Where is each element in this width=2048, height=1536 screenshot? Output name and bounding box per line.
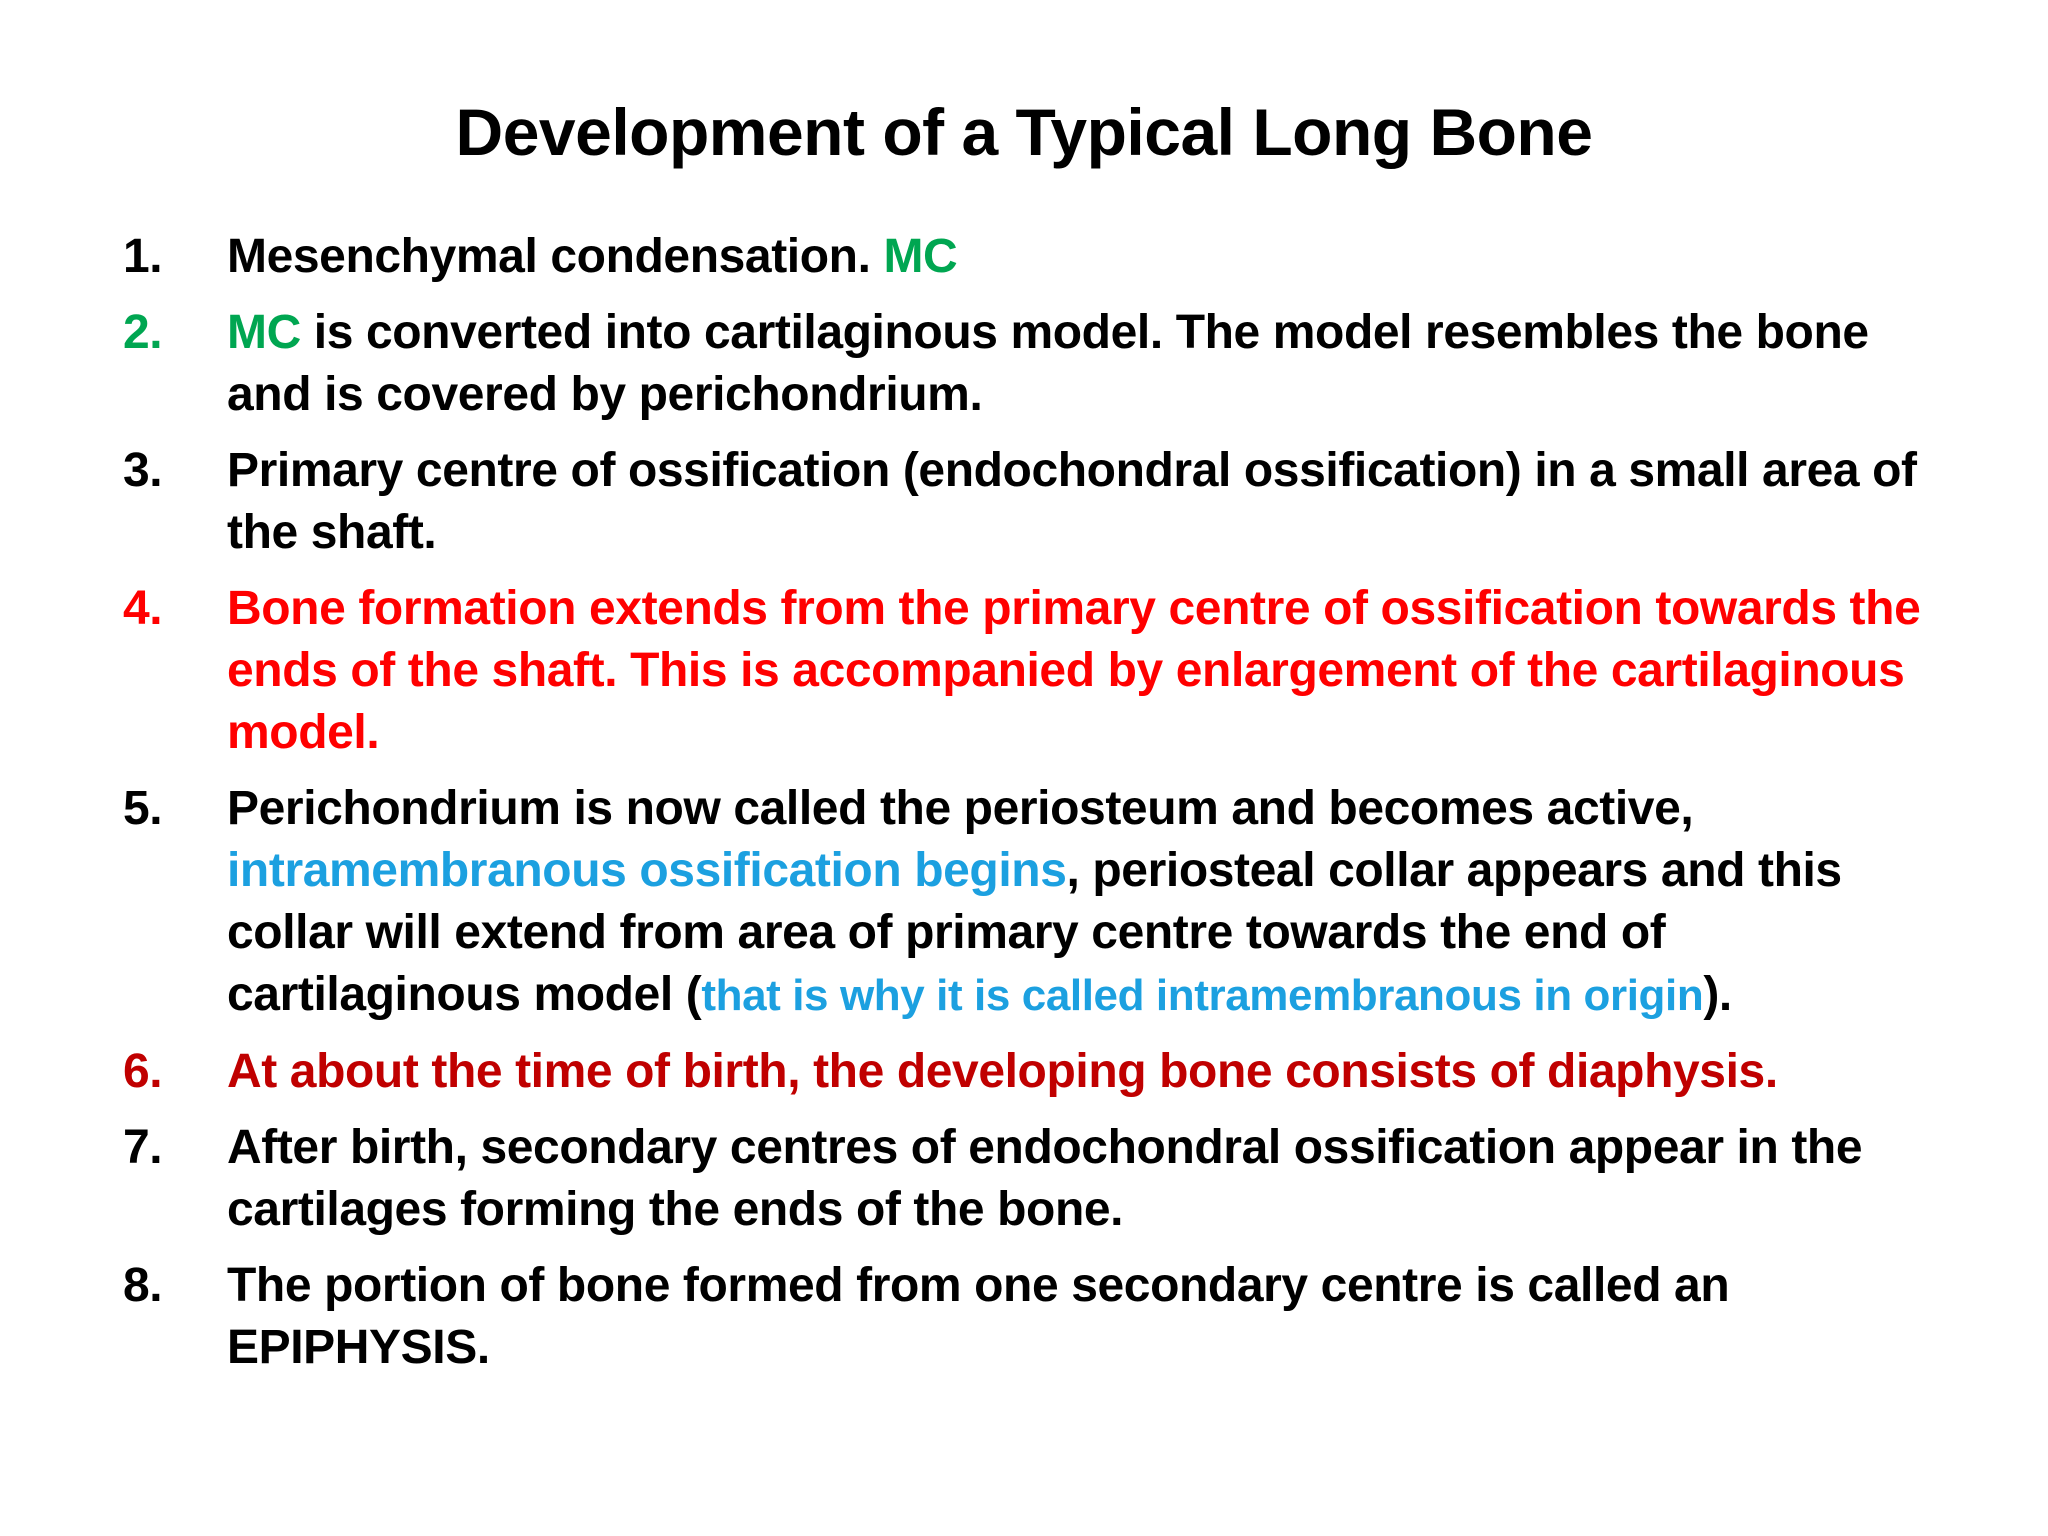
item-text <box>227 778 1953 1027</box>
numbered-list <box>123 226 1953 1379</box>
item-number: 6. <box>123 1045 163 1098</box>
item-text-part-b: , periosteal collar appears and this collar will extend from area of primary centre towards the end of cartilaginous model ( <box>227 844 1842 1021</box>
mc-tag: MC <box>883 230 958 283</box>
item-text-main: Mesenchymal condensation. <box>227 230 884 283</box>
item-text <box>227 302 1953 426</box>
list-item-1 <box>123 226 1953 288</box>
item-text: At about the time of birth, the developing bone consists of diaphysis. <box>227 1045 1778 1098</box>
item-text: After birth, secondary centres of endochondral ossification appear in the cartilages forming the ends of the bone. <box>227 1121 1863 1236</box>
item-number: 1. <box>123 230 163 283</box>
item-number: 7. <box>123 1121 163 1174</box>
list-item-2 <box>123 302 1953 426</box>
item-number: 2. <box>123 306 163 359</box>
item-text: Bone formation extends from the primary centre of ossification towards the ends of the shaft. This is accompanied by enlargement of the cartilaginous model. <box>227 582 1921 759</box>
list-item-4 <box>123 578 1953 764</box>
highlight-intramembranous: intramembranous ossification begins <box>227 844 1067 897</box>
item-number: 5. <box>123 782 163 835</box>
item-text-part-c: ). <box>1703 968 1732 1021</box>
slide-title: Development of a Typical Long Bone <box>455 95 1593 169</box>
item-number: 3. <box>123 444 163 497</box>
list-item-7 <box>123 1117 1953 1241</box>
list-item-6 <box>123 1041 1953 1103</box>
list-item-5 <box>123 778 1953 1027</box>
item-number: 4. <box>123 582 163 635</box>
item-text: The portion of bone formed from one secondary centre is called an EPIPHYSIS. <box>227 1259 1730 1374</box>
highlight-origin-note: that is why it is called intramembranous in origin <box>701 971 1704 1020</box>
item-text-main: is converted into cartilaginous model. The model resembles the bone and is covered by perichondrium. <box>227 306 1869 421</box>
mc-tag: MC <box>227 306 301 359</box>
item-text <box>227 226 1953 288</box>
item-number: 8. <box>123 1259 163 1312</box>
list-item-3 <box>123 440 1953 564</box>
item-text-part-a: Perichondrium is now called the periosteum and becomes active, <box>227 782 1694 835</box>
list-item-8 <box>123 1255 1953 1379</box>
item-text: Primary centre of ossification (endochondral ossification) in a small area of the shaft. <box>227 444 1917 559</box>
